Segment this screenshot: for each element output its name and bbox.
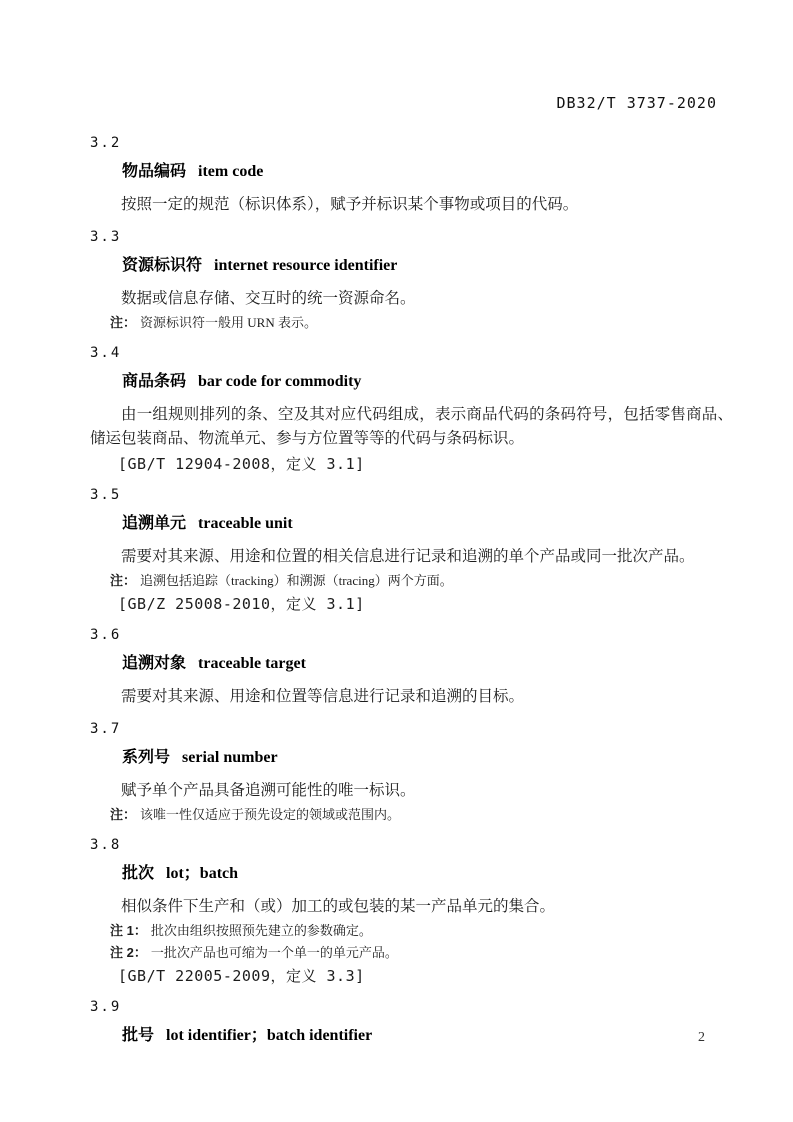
term-chinese: 商品条码 bbox=[122, 373, 187, 390]
term-chinese: 追溯单元 bbox=[122, 515, 187, 532]
definition-text: 需要对其来源、用途和位置的相关信息进行记录和追溯的单个产品或同一批次产品。 bbox=[121, 548, 695, 565]
term-heading bbox=[122, 513, 733, 535]
note-label: 注： bbox=[110, 807, 137, 822]
term-chinese: 资源标识符 bbox=[122, 257, 203, 274]
section-number: 3.8 bbox=[90, 837, 122, 853]
term-english: lot；batch bbox=[166, 865, 239, 882]
note bbox=[110, 921, 733, 941]
section-3-7 bbox=[90, 719, 733, 825]
note-label: 注： bbox=[110, 573, 137, 588]
definition-text: 按照一定的规范（标识体系），赋予并标识某个事物或项目的代码。 bbox=[121, 196, 579, 213]
section-3-8 bbox=[90, 835, 733, 987]
term-english: traceable target bbox=[198, 655, 306, 672]
term-english: lot identifier；batch identifier bbox=[166, 1027, 373, 1044]
term-english: internet resource identifier bbox=[214, 257, 398, 274]
note-label: 注 1： bbox=[110, 923, 147, 938]
section-3-3 bbox=[90, 227, 733, 333]
section-number: 3.3 bbox=[90, 229, 122, 245]
definition-text: 由一组规则排列的条、空及其对应代码组成，表示商品代码的条码符号，包括零售商品、储运包装商品、物流单元、参与方位置等等的代码与条码标识。 bbox=[90, 406, 733, 447]
note bbox=[110, 943, 733, 963]
note-label: 注： bbox=[110, 315, 137, 330]
section-3-5 bbox=[90, 485, 733, 615]
terms-and-definitions bbox=[90, 133, 733, 1057]
term-chinese: 追溯对象 bbox=[122, 655, 187, 672]
note-text: 资源标识符一般用 URN 表示。 bbox=[140, 315, 317, 330]
term-heading bbox=[122, 1025, 733, 1047]
section-number: 3.4 bbox=[90, 345, 122, 361]
source-reference: [GB/T 12904-2008，定义 3.1] bbox=[118, 455, 365, 473]
note-text: 追溯包括追踪（tracking）和溯源（tracing）两个方面。 bbox=[140, 573, 453, 588]
term-chinese: 批次 bbox=[122, 865, 155, 882]
page-number: 2 bbox=[698, 1030, 705, 1045]
term-heading bbox=[122, 863, 733, 885]
definition-text: 相似条件下生产和（或）加工的或包装的某一产品单元的集合。 bbox=[121, 898, 556, 915]
term-heading bbox=[122, 747, 733, 769]
note bbox=[110, 805, 733, 825]
source-reference: [GB/T 22005-2009，定义 3.3] bbox=[118, 967, 365, 985]
definition-text: 数据或信息存储、交互时的统一资源命名。 bbox=[121, 290, 416, 307]
section-3-9 bbox=[90, 997, 733, 1047]
source-reference: [GB/Z 25008-2010，定义 3.1] bbox=[118, 595, 365, 613]
term-chinese: 系列号 bbox=[122, 749, 171, 766]
section-3-4 bbox=[90, 343, 733, 475]
section-number: 3.7 bbox=[90, 721, 122, 737]
term-heading bbox=[122, 161, 733, 183]
note bbox=[110, 571, 733, 591]
term-chinese: 物品编码 bbox=[122, 163, 187, 180]
term-chinese: 批号 bbox=[122, 1027, 155, 1044]
section-3-2 bbox=[90, 133, 733, 217]
note-label: 注 2： bbox=[110, 945, 147, 960]
term-english: serial number bbox=[182, 749, 278, 766]
term-english: bar code for commodity bbox=[198, 373, 362, 390]
term-english: traceable unit bbox=[198, 515, 293, 532]
term-heading bbox=[122, 371, 733, 393]
standard-number-header: DB32/T 3737-2020 bbox=[556, 94, 717, 112]
note-text: 一批次产品也可缩为一个单一的单元产品。 bbox=[150, 945, 398, 960]
note bbox=[110, 313, 733, 333]
section-3-6 bbox=[90, 625, 733, 709]
section-number: 3.6 bbox=[90, 627, 122, 643]
term-english: item code bbox=[198, 163, 264, 180]
note-text: 批次由组织按照预先建立的参数确定。 bbox=[150, 923, 372, 938]
definition-text: 需要对其来源、用途和位置等信息进行记录和追溯的目标。 bbox=[121, 688, 525, 705]
term-heading bbox=[122, 653, 733, 675]
term-heading bbox=[122, 255, 733, 277]
definition-text: 赋予单个产品具备追溯可能性的唯一标识。 bbox=[121, 782, 416, 799]
section-number: 3.2 bbox=[90, 135, 122, 151]
section-number: 3.9 bbox=[90, 999, 122, 1015]
note-text: 该唯一性仅适应于预先设定的领域或范围内。 bbox=[140, 807, 401, 822]
section-number: 3.5 bbox=[90, 487, 122, 503]
